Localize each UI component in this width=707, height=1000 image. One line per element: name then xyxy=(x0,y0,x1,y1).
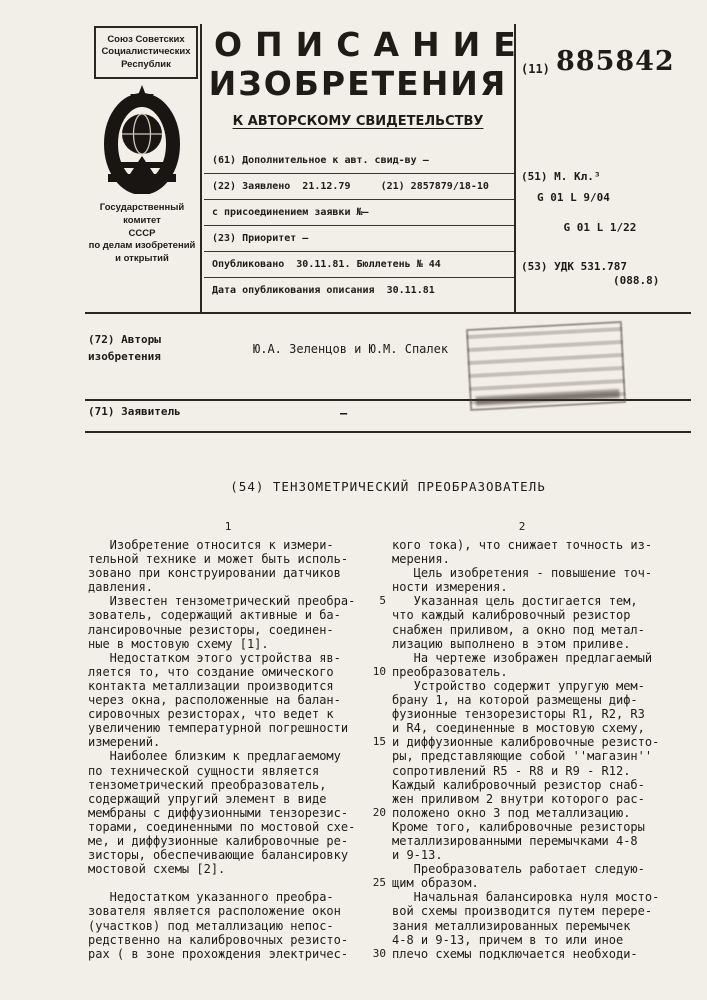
field-published: Опубликовано 30.11.81. Бюллетень № 44 xyxy=(204,252,514,278)
divider xyxy=(85,312,691,314)
line-number-30: 30 xyxy=(372,947,386,960)
authors-label: (72) Авторы изобретения xyxy=(88,333,161,363)
field-23-priority: (23) Приоритет – xyxy=(204,226,514,252)
line-number-25: 25 xyxy=(372,876,386,889)
field-joined-application: с присоединением заявки №– xyxy=(204,200,514,226)
doc-subtitle: К АВТОРСКОМУ СВИДЕТЕЛЬСТВУ xyxy=(232,114,484,129)
divider xyxy=(514,24,516,312)
column-2-number: 2 xyxy=(518,520,526,533)
pub-number: 885842 xyxy=(556,46,675,77)
line-number-20: 20 xyxy=(372,806,386,819)
ipc-class-label: (51) М. Кл.³ xyxy=(521,170,601,183)
doc-type-title-line2: ИЗОБРЕТЕНИЯ xyxy=(208,64,508,103)
invention-title: (54) ТЕНЗОМЕТРИЧЕСКИЙ ПРЕОБРАЗОВАТЕЛЬ xyxy=(230,479,546,494)
pub-number-code: (11) xyxy=(521,62,550,76)
udk-line-1: (53) УДК 531.787 xyxy=(521,260,627,273)
divider xyxy=(85,431,691,433)
line-number-5: 5 xyxy=(379,594,386,607)
ipc-class-1: G 01 L 9/04 xyxy=(537,191,610,204)
bibliographic-fields xyxy=(204,148,514,303)
doc-type-title-line1: ОПИСАНИЕ xyxy=(214,25,529,64)
divider xyxy=(200,24,202,312)
field-22-21-filed: (22) Заявлено 21.12.79 (21) 2857879/18-10 xyxy=(204,174,514,200)
committee-name: Государственный комитет СССР по делам изобретений и открытий xyxy=(88,202,196,265)
stamp-smudge xyxy=(476,389,620,406)
udk-line-2: (088.8) xyxy=(613,274,660,287)
line-number-15: 15 xyxy=(372,735,386,748)
column-1-number: 1 xyxy=(224,520,232,533)
body-column-1: Изобретение относится к измери- тельной технике и может быть исполь- зовано при конструировании датчиков давления. Известен тензометрический преобра- зователь, содержащий активные и ба- лансировочные резисторы, соединен- ные в мостовую схему [1]. Недостатком этого устройства яв- ляется то, что создание омического контакта металлизации производится через окна, расположенные на балан- сировочных резисторах, что ведет к увеличению температурной погрешности измерений. Наиболее близким к предлагаемому по технической сущности является тензометрический преобразователь, содержащий упругий элемент в виде мембраны с диффузионными тензорезис- торами, соединенными по мостовой схе- ме, и диффузионные калибровочные ре- зисторы, обеспечивающие балансировку мостовой схемы [2]. Недостатком указанного преобра- зователя является расположение окон (участков) под металлизацию непос- редственно на калибровочных резисто- рах ( в зоне прохождения электричес- xyxy=(88,538,356,961)
union-name: Союз Советских Социалистических Республик xyxy=(94,26,198,79)
ipc-classes xyxy=(537,190,636,235)
ussr-coat-of-arms xyxy=(100,84,184,194)
field-publication-date: Дата опубликования описания 30.11.81 xyxy=(212,285,435,296)
authors-names: Ю.А. Зеленцов и Ю.М. Спалек xyxy=(253,342,449,356)
field-61-addition: (61) Дополнительное к авт. свид-ву – xyxy=(204,148,514,174)
applicant-label: (71) Заявитель xyxy=(88,405,181,418)
ipc-class-2: G 01 L 1/22 xyxy=(563,221,637,234)
applicant-value: — xyxy=(340,406,348,420)
line-number-10: 10 xyxy=(372,665,386,678)
stamp xyxy=(466,321,626,411)
body-column-2: кого тока), что снижает точность из- мерения. Цель изобретения - повышение точ- ности измерения. Указанная цель достигается тем, что каждый калибровочный резистор снабжен приливом, а окно под метал- лизацию выполнено в этом приливе. На чертеже изображен предлагаемый преобразователь. Устройство содержит упругую мем- брану 1, на которой размещены диф- фузионные тензорезисторы R1, R2, R3 и R4, соединенные в мостовую схему, и диффузионные калибровочные резисто- ры, представляющие собой ''магазин'' сопротивлений R5 - R8 и R9 - R12. Каждый калибровочный резистор снаб- жен приливом 2 внутри которого рас- положено окно 3 под металлизацию. Кроме того, калибровочные резисторы металлизированными перемычками 4-8 и 9-13. Преобразователь работает следую- щим образом. Начальная балансировка нуля мосто- вой схемы производится путем перере- зания металлизированных перемычек 4-8 и 9-13, причем в то или иное плечо схемы подключается необходи- xyxy=(392,538,660,961)
